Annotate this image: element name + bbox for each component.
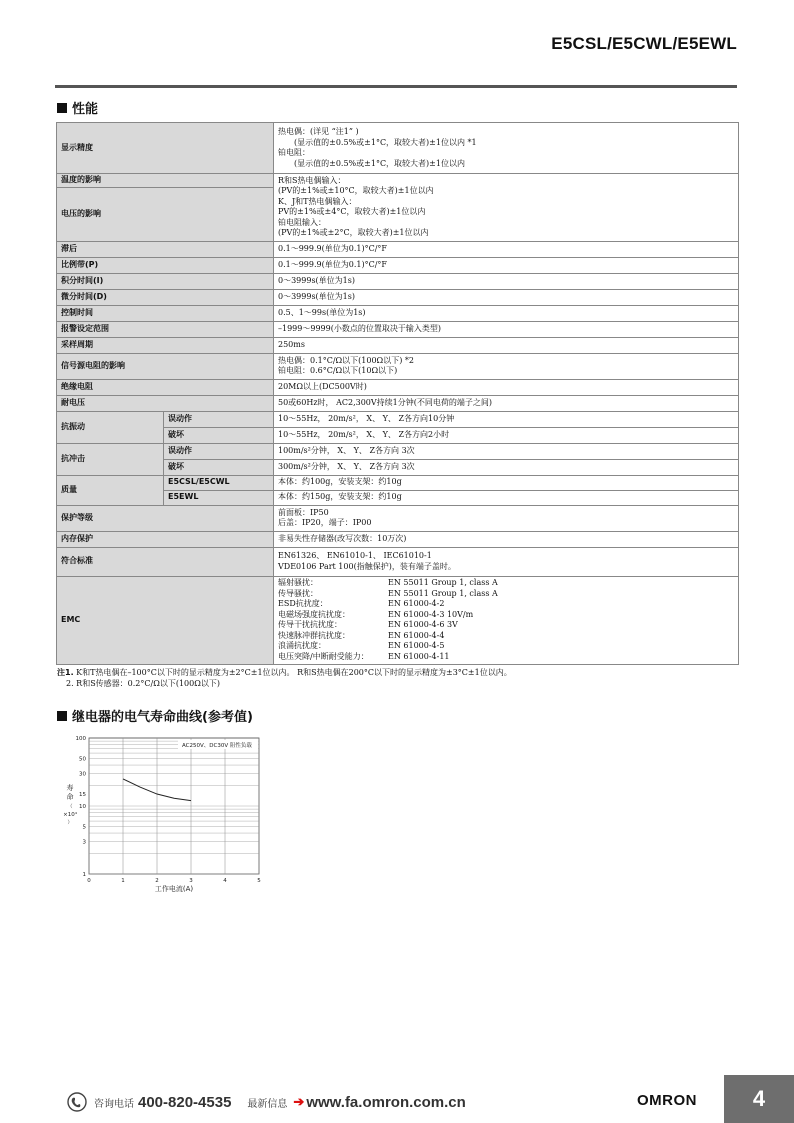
table-row bbox=[57, 289, 739, 305]
row-label: EMC bbox=[57, 576, 274, 664]
row-label: 采样周期 bbox=[57, 337, 274, 353]
phone-icon bbox=[64, 1092, 90, 1112]
emc-item-std: EN 61000-4-11 bbox=[388, 651, 450, 661]
row-value bbox=[274, 123, 739, 174]
value-line: PV的±1%或±4°C，取较大者)±1位以内 bbox=[278, 207, 426, 217]
footer-contact bbox=[64, 1092, 466, 1112]
value-line: (显示值的±0.5%或±1°C，取较大者)±1位以内 bbox=[278, 158, 465, 168]
row-value: 非易失性存储器(改写次数：10万次) bbox=[274, 531, 739, 547]
y-tick-labels bbox=[76, 736, 87, 878]
emc-item-name: 浪涌抗扰度： bbox=[278, 641, 326, 650]
y-tick-label: 1 bbox=[82, 872, 86, 878]
y-axis-label bbox=[63, 783, 78, 826]
row-sublabel: 误动作 bbox=[164, 411, 274, 427]
section-heading-relay-life bbox=[57, 706, 253, 725]
row-sublabel: 误动作 bbox=[164, 443, 274, 459]
value-line: 前面板：IP50 bbox=[278, 507, 329, 517]
row-value bbox=[274, 505, 739, 531]
y-tick-label: 50 bbox=[79, 756, 86, 763]
hotline-number[interactable]: 400-820-4535 bbox=[138, 1093, 232, 1111]
footnotes bbox=[57, 667, 512, 689]
emc-item-std: EN 61000-4-2 bbox=[388, 599, 445, 608]
emc-item-name: 传导骚扰： bbox=[278, 588, 318, 598]
emc-item-std: EN 55011 Group 1, class A bbox=[388, 588, 498, 598]
y-tick-label: 30 bbox=[79, 771, 86, 778]
row-value: 0.5、1～99s(单位为1s) bbox=[274, 305, 739, 321]
row-label: 保护等级 bbox=[57, 505, 274, 531]
y-tick-label: 5 bbox=[82, 824, 86, 831]
row-value: 0.1～999.9(单位为0.1)°C/°F bbox=[274, 241, 739, 257]
section-heading-performance bbox=[57, 98, 98, 117]
row-value bbox=[274, 576, 739, 664]
row-label: 符合标准 bbox=[57, 547, 274, 576]
emc-item-name: 电压突降/中断耐受能力： bbox=[278, 651, 369, 661]
emc-item-name: 电磁场强度抗扰度： bbox=[278, 609, 350, 619]
value-line: VDE0106 Part 100(指触保护)，装有端子盖时。 bbox=[278, 561, 456, 571]
row-label: 内存保护 bbox=[57, 531, 274, 547]
row-value: 0.1～999.9(单位为0.1)°C/°F bbox=[274, 257, 739, 273]
row-value bbox=[274, 353, 739, 379]
row-label: 耐电压 bbox=[57, 395, 274, 411]
legend-text: AC250V、DC30V 阻性负载 bbox=[182, 743, 252, 749]
table-row bbox=[57, 531, 739, 547]
x-tick-label: 5 bbox=[257, 878, 261, 884]
table-row bbox=[57, 305, 739, 321]
section-title: 继电器的电气寿命曲线(参考值) bbox=[72, 710, 253, 725]
table-row bbox=[57, 174, 739, 188]
row-value: 本体：约150g，安装支架：约10g bbox=[274, 490, 739, 505]
x-tick-labels bbox=[87, 878, 261, 884]
emc-item-std: EN 55011 Group 1, class A bbox=[388, 578, 498, 587]
table-row bbox=[57, 337, 739, 353]
value-line: R和S热电偶输入： bbox=[278, 175, 346, 185]
value-line: EN61326、 EN61010-1、 IEC61010-1 bbox=[278, 551, 432, 560]
table-row bbox=[57, 321, 739, 337]
x-axis-label: 工作电流(A) bbox=[154, 885, 194, 893]
note-2: 2. R和S传感器：0.2°C/Ω以下(100Ω以下) bbox=[66, 679, 220, 688]
section-title: 性能 bbox=[72, 102, 99, 117]
row-value: 20MΩ以上(DC500V时) bbox=[274, 379, 739, 395]
y-tick-label: 10 bbox=[79, 804, 86, 810]
table-row bbox=[57, 395, 739, 411]
row-value: 50或60Hz时， AC2,300V持续1分钟(不同电荷的端子之间) bbox=[274, 395, 739, 411]
value-line: 热电偶：(详见 “注1” ) bbox=[278, 127, 359, 136]
table-row bbox=[57, 547, 739, 576]
row-label: 积分时间(I) bbox=[57, 273, 274, 289]
y-tick-label: 100 bbox=[75, 736, 86, 742]
emc-item-name: 辐射骚扰： bbox=[278, 578, 318, 587]
table-row bbox=[57, 505, 739, 531]
table-row bbox=[57, 443, 739, 459]
table-row bbox=[57, 576, 739, 664]
square-bullet-icon bbox=[57, 711, 67, 721]
row-value: 100m/s²分钟， X、 Y、 Z各方向 3次 bbox=[274, 443, 739, 459]
row-label: 微分时间(D) bbox=[57, 289, 274, 305]
row-value: 300m/s²分钟， X、 Y、 Z各方向 3次 bbox=[274, 459, 739, 475]
table-row bbox=[57, 411, 739, 427]
header-rule bbox=[55, 85, 737, 88]
y-tick-label: 3 bbox=[82, 839, 86, 846]
row-label: 温度的影响 bbox=[57, 174, 274, 188]
table-row bbox=[57, 273, 739, 289]
y-axis-label-part: ） bbox=[67, 820, 73, 826]
row-sublabel: E5EWL bbox=[164, 490, 274, 505]
page-number: 4 bbox=[724, 1075, 794, 1123]
x-tick-label: 2 bbox=[155, 878, 159, 884]
table-row bbox=[57, 123, 739, 174]
value-line: 铂电阻： bbox=[278, 148, 310, 157]
spec-table bbox=[56, 122, 739, 665]
emc-item-name: 快速脉冲群抗扰度： bbox=[278, 630, 350, 640]
value-line: 铂电阻：0.6°C/Ω以下(10Ω以下) bbox=[278, 366, 398, 375]
row-label: 滞后 bbox=[57, 241, 274, 257]
row-label: 电压的影响 bbox=[57, 187, 274, 241]
value-line: 铂电阻输入： bbox=[278, 217, 326, 227]
emc-item-std: EN 61000-4-4 bbox=[388, 630, 445, 640]
brand-logo: OMRON bbox=[637, 1092, 697, 1109]
x-tick-label: 0 bbox=[87, 878, 91, 884]
value-line: (显示值的±0.5%或±1°C，取较大者)±1位以内 *1 bbox=[278, 137, 477, 147]
y-axis-label-part: ×10⁴ bbox=[63, 812, 77, 818]
value-line: 热电偶：0.1°C/Ω以下(100Ω以下) *2 bbox=[278, 355, 414, 365]
row-value bbox=[274, 547, 739, 576]
table-row bbox=[57, 379, 739, 395]
row-label: 质量 bbox=[57, 475, 164, 505]
row-label: 抗冲击 bbox=[57, 443, 164, 475]
document-title: E5CSL/E5CWL/E5EWL bbox=[551, 34, 737, 53]
row-sublabel: 破坏 bbox=[164, 459, 274, 475]
hotline-label: 咨询电话 bbox=[94, 1098, 134, 1110]
x-tick-label: 1 bbox=[121, 878, 125, 884]
row-sublabel: 破坏 bbox=[164, 427, 274, 443]
row-label: 比例带(P) bbox=[57, 257, 274, 273]
note-text: K和T热电偶在–100°C以下时的显示精度为±2°C±1位以内。 R和S热电偶在200°C以下时的显示精度为±3°C±1位以内。 bbox=[73, 668, 512, 677]
row-value: –1999～9999(小数点的位置取决于输入类型) bbox=[274, 321, 739, 337]
info-label: 最新信息 bbox=[247, 1098, 288, 1110]
x-tick-label: 3 bbox=[189, 878, 193, 884]
emc-item-std: EN 61000-4-6 3V bbox=[388, 620, 458, 629]
table-row bbox=[57, 353, 739, 379]
row-value: 10～55Hz， 20m/s²， X、 Y、 Z各方向10分钟 bbox=[274, 411, 739, 427]
row-value: 10～55Hz， 20m/s²， X、 Y、 Z各方向2小时 bbox=[274, 427, 739, 443]
row-value bbox=[274, 174, 739, 242]
row-label: 绝缘电阻 bbox=[57, 379, 274, 395]
value-line: (PV的±1%或±2°C，取较大者)±1位以内 bbox=[278, 228, 429, 238]
grid bbox=[89, 738, 259, 874]
row-label: 报警设定范围 bbox=[57, 321, 274, 337]
row-sublabel: E5CSL/E5CWL bbox=[164, 475, 274, 490]
table-row bbox=[57, 257, 739, 273]
row-label: 显示精度 bbox=[57, 123, 274, 174]
emc-item-name: 传导干扰抗扰度： bbox=[278, 620, 342, 629]
table-row bbox=[57, 475, 739, 490]
website-link[interactable]: www.fa.omron.com.cn bbox=[306, 1093, 466, 1111]
x-tick-label: 4 bbox=[223, 878, 227, 884]
table-row bbox=[57, 241, 739, 257]
row-value: 0～3999s(单位为1s) bbox=[274, 273, 739, 289]
emc-item-std: EN 61000-4-3 10V/m bbox=[388, 609, 474, 619]
row-label: 抗振动 bbox=[57, 411, 164, 443]
y-axis-label-part: 命 bbox=[66, 793, 74, 801]
emc-list bbox=[278, 578, 734, 662]
row-value: 0～3999s(单位为1s) bbox=[274, 289, 739, 305]
row-label: 信号源电阻的影响 bbox=[57, 353, 274, 379]
y-tick-label: 15 bbox=[79, 792, 86, 799]
arrow-icon: ➔ bbox=[293, 1094, 305, 1109]
row-label: 控制时间 bbox=[57, 305, 274, 321]
relay-life-chart bbox=[56, 730, 276, 895]
square-bullet-icon bbox=[57, 103, 67, 113]
value-line: (PV的±1%或±10°C，取较大者)±1位以内 bbox=[278, 186, 434, 196]
row-value: 本体：约100g，安装支架：约10g bbox=[274, 475, 739, 490]
y-axis-label-part: 寿 bbox=[66, 784, 74, 792]
emc-item-name: ESD抗扰度： bbox=[278, 599, 328, 608]
y-axis-label-part: （ bbox=[67, 804, 73, 810]
row-value: 250ms bbox=[274, 337, 739, 353]
value-line: 后盖：IP20，端子：IP00 bbox=[278, 518, 372, 527]
note-1 bbox=[57, 667, 512, 678]
note-label: 注1. bbox=[57, 668, 74, 677]
emc-item-std: EN 61000-4-5 bbox=[388, 641, 445, 650]
value-line: K、J和T热电偶输入： bbox=[278, 196, 357, 206]
